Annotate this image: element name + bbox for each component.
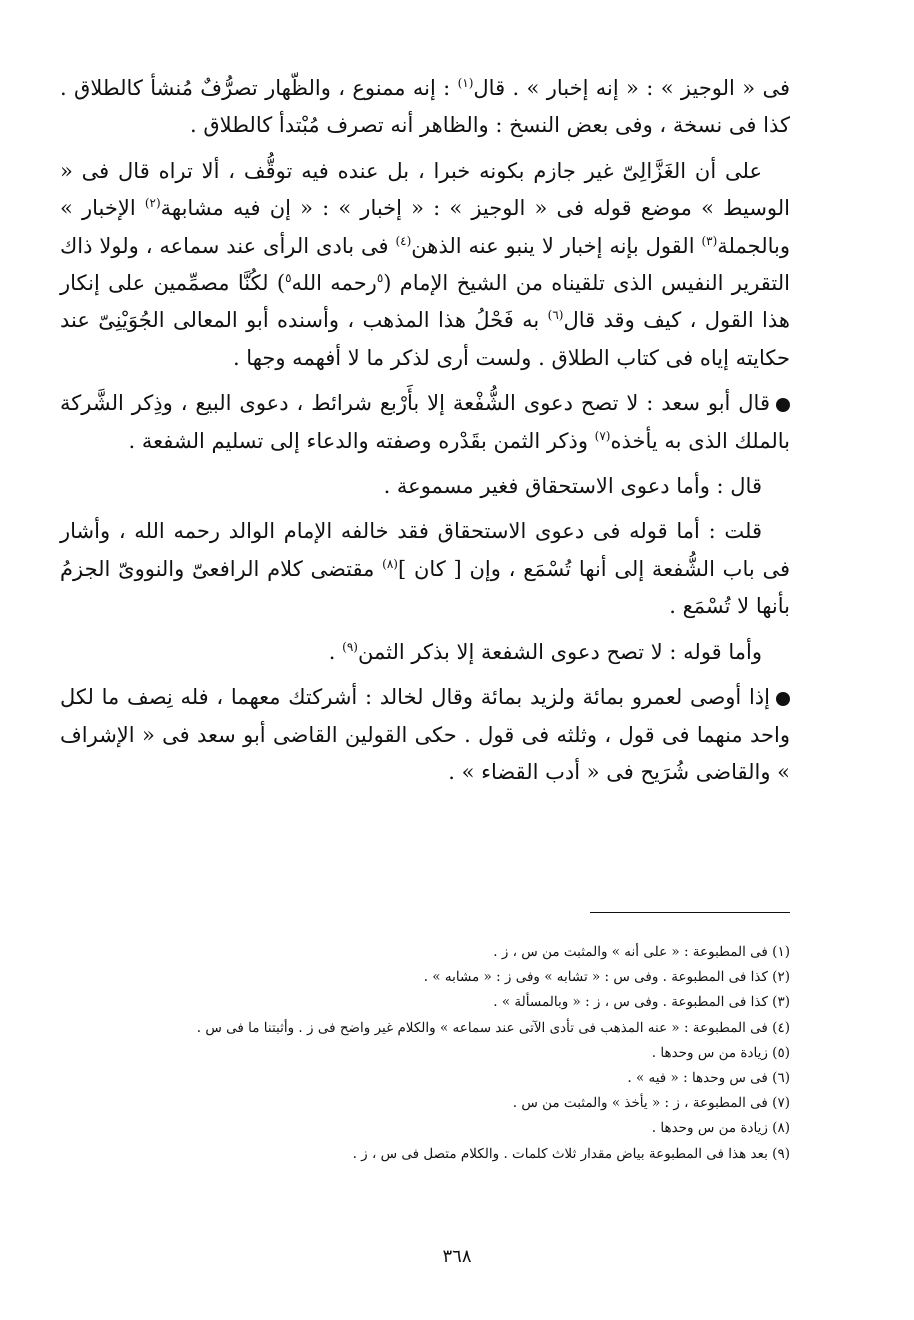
- paragraph-p6: [60, 634, 790, 671]
- footnote-5: (٥) زيادة من س وحدها .: [651, 1044, 790, 1061]
- paragraph-text: وذكر الثمن بقَدْره وصفته والدعاء إلى تسليم الشفعة .: [128, 428, 595, 453]
- paragraph-text: .: [328, 639, 343, 664]
- paragraph-text: رحمه الله: [291, 271, 377, 296]
- paragraph-text: القول بإنه إخبار لا ينبو عنه الذهن: [411, 233, 702, 258]
- paragraph-p2: [60, 153, 790, 377]
- footnote-marker: (٨): [382, 556, 398, 571]
- main-text: [60, 70, 790, 791]
- footnote-marker: (٦): [547, 308, 564, 323]
- footnote-6: (٦) فى س وحدها : « فيه » .: [627, 1070, 790, 1087]
- footnote-marker: (٧): [594, 428, 611, 443]
- paragraph-text: ) لكُنَّا مصمِّمين على إنكار هذا القول ، كيف وقد قال: [60, 271, 790, 333]
- footnote-marker: (٤): [395, 233, 412, 248]
- paragraph-text: فى بادى الرأى عند سماعه ، ولولا ذاك التقرير النفيس الذى تلقيناه من الشيخ الإمام (: [60, 233, 790, 296]
- paragraph-p5: [60, 513, 790, 625]
- paragraph-text: إذا أوصى لعمرو بمائة ولزيد بمائة وقال لخالد : أشركتك معهما ، فله نِصف ما لكل واحد منهما فى قول ، وثلثه فى قول . حكى القولين القاضى أبو سعد فى « الإشراف » والقاضى شُرَيح فى « أدب القضاء » .: [60, 685, 790, 784]
- paragraph-text: قال أبو سعد : لا تصح دعوى الشُّفْعة إلا بأَرْبع شرائط ، دعوى البيع ، وذِكر الشَّركة بالملك الذى به يأخذه: [60, 391, 790, 453]
- bullet-icon: [776, 398, 790, 412]
- footnote-1: (١) فى المطبوعة : « على أنه » والمثبت من س ، ز .: [493, 944, 790, 960]
- paragraph-text: فى « الوجيز » : « إنه إخبار » . قال: [473, 76, 790, 100]
- paragraph-text: قال : وأما دعوى الاستحقاق فغير مسموعة .: [383, 474, 762, 499]
- footnote-marker: (١): [457, 76, 474, 90]
- paragraph-text: على أن الغَزَّالِىّ غير جازم بكونه خبرا ، بل عنده فيه توقُّف ، ألا تراه قال فى « الوسيط » موضع قوله فى « الوجيز » : « إخبار » : « إن فيه مشابهة: [60, 158, 791, 221]
- footnote-9: (٩) بعد هذا فى المطبوعة بياض مقدار ثلاث كلمات . والكلام متصل فى س ، ز .: [352, 1145, 790, 1162]
- footnote-7: (٧) فى المطبوعة ، ز : « يأخذ » والمثبت من س .: [512, 1095, 790, 1112]
- paragraph-text: : إنه ممنوع ، والظّهار تصرُّفٌ مُنشأ كالطلاق . كذا فى نسخة ، وفى بعض النسخ : والظاهر أنه تصرف مُبْتدأ كالطلاق .: [60, 76, 790, 138]
- footnote-8: (٨) زيادة من س وحدها .: [651, 1120, 790, 1137]
- paragraph-text: وأما قوله : لا تصح دعوى الشفعة إلا بذكر الثمن: [357, 639, 762, 664]
- footnote-4: (٤) فى المطبوعة : « عنه المذهب فى تأدى الآتى عند سماعه » والكلام غير واضح فى ز . وأثبتنا ما فى س .: [196, 1019, 790, 1036]
- paragraph-p3: [60, 385, 790, 460]
- paragraph-text: به فَحْلُ هذا المذهب ، وأسنده أبو المعالى الجُوَيْنِىّ عند حكايته إياه فى كتاب الطلاق . ولست أرى لذكر ما لا أفهمه وجها .: [60, 308, 790, 370]
- paragraph-p4: [60, 468, 790, 505]
- footnote-marker: ٥: [285, 271, 292, 286]
- paragraph-text: مقتضى كلام الرافعىّ والنووىّ الجزمُ بأنها لا تُسْمَع .: [60, 556, 790, 619]
- paragraph-p7: [60, 679, 790, 791]
- footnote-marker: (٢): [144, 196, 161, 211]
- footnote-separator: [590, 912, 790, 913]
- paragraph-text: قلت : أما قوله فى دعوى الاستحقاق فقد خالفه الإمام الوالد رحمه الله ، وأشار فى باب الشُّفعة إلى أنها تُسْمَع ، وإن [ كان ]: [60, 519, 790, 581]
- footnote-3: (٣) كذا فى المطبوعة . وفى س ، ز : « وبالمسألة » .: [493, 994, 790, 1011]
- footnote-2: (٢) كذا فى المطبوعة . وفى س : « تشابه » وفى ز : « مشابه » .: [423, 969, 790, 986]
- paragraph-p1: [60, 70, 790, 145]
- page-number: ٣٦٨: [442, 1246, 472, 1267]
- paragraph-text: الإخبار » وبالجملة: [60, 196, 790, 258]
- bullet-icon: [776, 692, 790, 706]
- footnote-marker: ٥: [376, 271, 384, 286]
- footnotes: [60, 940, 790, 1167]
- footnote-marker: (٩): [342, 639, 358, 654]
- footnote-marker: (٣): [701, 233, 718, 248]
